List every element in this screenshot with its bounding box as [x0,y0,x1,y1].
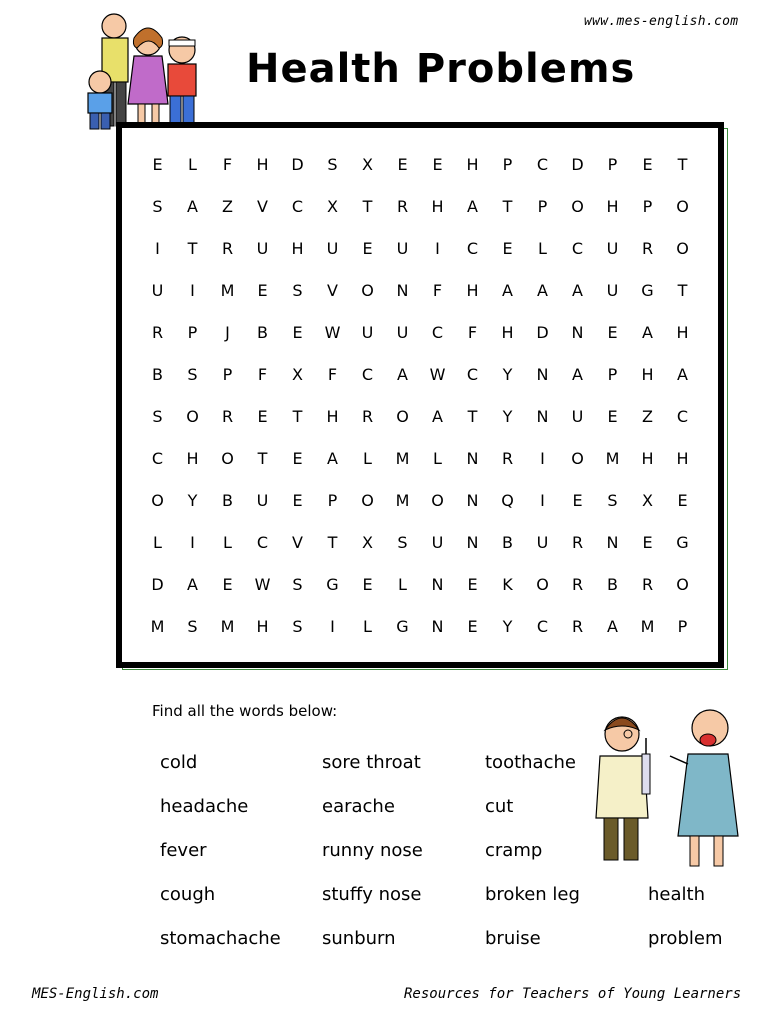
grid-row [140,563,700,605]
grid-letter: C [466,238,479,258]
grid-letter: R [501,448,514,468]
grid-letter: P [607,154,618,174]
grid-letter: T [327,532,338,552]
grid-letter: C [291,196,304,216]
grid-letter: R [221,238,234,258]
grid-letter: O [676,196,689,216]
grid-letter: H [186,448,199,468]
grid-letter: N [466,532,479,552]
grid-letter: I [155,238,160,258]
grid-letter: X [642,490,653,510]
grid-letter: D [571,154,584,174]
grid-row [140,521,700,563]
grid-letter: E [677,490,688,510]
grid-letter: F [467,322,478,342]
grid-letter: C [571,238,584,258]
grid-letter: N [396,280,409,300]
grid-letter: A [187,574,198,594]
grid-letter: S [152,406,163,426]
grid-letter: W [324,322,341,342]
grid-letter: O [151,490,164,510]
grid-letter: U [571,406,584,426]
grid-letter: Y [502,364,513,384]
grid-letter: I [435,238,440,258]
grid-letter: H [291,238,304,258]
grid-letter: C [361,364,374,384]
grid-letter: H [466,280,479,300]
page-title: Health Problems [246,46,636,92]
grid-letter: S [607,490,618,510]
grid-letter: S [292,280,303,300]
grid-letter: E [362,574,373,594]
grid-letter: I [190,280,195,300]
word-list-item: stomachache [160,928,281,949]
grid-letter: I [540,490,545,510]
grid-letter: X [362,532,373,552]
grid-letter: Z [222,196,233,216]
grid-letter: M [395,448,410,468]
grid-letter: U [431,532,444,552]
grid-letter: T [257,448,268,468]
grid-letter: E [607,322,618,342]
grid-letter: A [502,280,513,300]
grid-letter: N [466,448,479,468]
grid-letter: C [256,532,269,552]
grid-letter: L [363,616,372,636]
grid-letter: E [467,616,478,636]
grid-letter: P [327,490,338,510]
grid-letter: I [540,448,545,468]
grid-letter: S [397,532,408,552]
grid-letter: A [397,364,408,384]
grid-letter: N [606,532,619,552]
grid-letter: B [222,490,233,510]
grid-letter: O [571,196,584,216]
grid-row [140,479,700,521]
grid-letter: B [152,364,163,384]
grid-letter: J [225,322,230,342]
word-search-grid [140,143,700,647]
grid-row [140,143,700,185]
grid-letter: C [466,364,479,384]
grid-letter: A [432,406,443,426]
grid-letter: R [571,616,584,636]
grid-letter: V [257,196,268,216]
grid-letter: M [605,448,620,468]
grid-letter: E [257,280,268,300]
grid-letter: G [641,280,654,300]
grid-letter: T [502,196,513,216]
grid-letter: U [396,238,409,258]
grid-letter: L [153,532,162,552]
grid-row [140,227,700,269]
grid-letter: P [222,364,233,384]
grid-letter: M [150,616,165,636]
grid-letter: H [676,322,689,342]
grid-letter: H [676,448,689,468]
word-list-item: broken leg [485,884,580,905]
grid-letter: Y [502,406,513,426]
grid-letter: W [429,364,446,384]
grid-letter: U [536,532,549,552]
grid-letter: E [432,154,443,174]
family-cartoon-image [70,6,220,136]
grid-letter: P [502,154,513,174]
grid-letter: A [537,280,548,300]
grid-letter: T [292,406,303,426]
grid-letter: O [571,448,584,468]
grid-letter: E [257,406,268,426]
grid-letter: T [187,238,198,258]
grid-letter: P [677,616,688,636]
grid-letter: H [431,196,444,216]
grid-letter: P [642,196,653,216]
grid-letter: U [606,238,619,258]
grid-letter: D [291,154,304,174]
grid-letter: A [642,322,653,342]
grid-letter: Q [501,490,514,510]
grid-letter: N [431,616,444,636]
grid-letter: A [187,196,198,216]
grid-letter: K [502,574,513,594]
grid-letter: L [363,448,372,468]
grid-letter: A [467,196,478,216]
grid-letter: H [501,322,514,342]
grid-letter: L [398,574,407,594]
grid-letter: B [502,532,513,552]
grid-letter: X [292,364,303,384]
grid-letter: B [257,322,268,342]
grid-letter: R [151,322,164,342]
grid-letter: R [571,574,584,594]
grid-letter: N [466,490,479,510]
word-list-item: sore throat [322,752,421,773]
grid-letter: X [327,196,338,216]
grid-letter: M [220,616,235,636]
grid-letter: E [607,406,618,426]
grid-letter: E [222,574,233,594]
grid-letter: G [396,616,409,636]
grid-letter: H [606,196,619,216]
grid-letter: T [362,196,373,216]
grid-letter: V [292,532,303,552]
grid-letter: N [536,406,549,426]
grid-letter: U [606,280,619,300]
grid-row [140,269,700,311]
grid-letter: M [640,616,655,636]
word-list-item: earache [322,796,395,817]
doctor-patient-cartoon-image [572,694,752,874]
site-url[interactable]: www.mes-english.com [584,14,739,29]
grid-letter: O [536,574,549,594]
grid-letter: U [361,322,374,342]
grid-letter: A [327,448,338,468]
grid-letter: C [676,406,689,426]
grid-letter: E [642,532,653,552]
grid-letter: T [677,280,688,300]
grid-letter: A [607,616,618,636]
grid-letter: O [361,490,374,510]
word-list-item: fever [160,840,207,861]
grid-letter: E [572,490,583,510]
grid-letter: H [256,616,269,636]
grid-letter: R [221,406,234,426]
grid-letter: O [361,280,374,300]
grid-letter: R [641,574,654,594]
word-list-item: headache [160,796,249,817]
grid-letter: L [188,154,197,174]
word-list-item: cramp [485,840,543,861]
grid-letter: S [292,574,303,594]
grid-letter: L [433,448,442,468]
grid-letter: E [152,154,163,174]
grid-letter: L [223,532,232,552]
word-list-item: bruise [485,928,541,949]
grid-letter: A [572,280,583,300]
grid-letter: P [187,322,198,342]
word-list-item: cough [160,884,216,905]
grid-row [140,395,700,437]
grid-letter: N [536,364,549,384]
grid-letter: P [607,364,618,384]
grid-letter: E [292,448,303,468]
grid-letter: O [676,238,689,258]
grid-letter: O [431,490,444,510]
grid-letter: C [536,154,549,174]
grid-row [140,353,700,395]
grid-letter: W [254,574,271,594]
grid-letter: O [396,406,409,426]
word-list-item: sunburn [322,928,396,949]
grid-letter: S [187,616,198,636]
grid-letter: H [326,406,339,426]
grid-letter: S [187,364,198,384]
grid-letter: O [221,448,234,468]
grid-letter: D [151,574,164,594]
grid-letter: G [326,574,339,594]
grid-letter: F [222,154,233,174]
grid-letter: Y [187,490,198,510]
word-list-item: cold [160,752,198,773]
grid-letter: U [326,238,339,258]
word-list-item: stuffy nose [322,884,422,905]
grid-row [140,437,700,479]
grid-letter: S [292,616,303,636]
grid-letter: E [292,322,303,342]
grid-letter: F [257,364,268,384]
grid-letter: I [190,532,195,552]
grid-row [140,185,700,227]
grid-letter: Y [502,616,513,636]
grid-letter: C [536,616,549,636]
grid-letter: H [466,154,479,174]
grid-letter: N [571,322,584,342]
word-list-item: problem [648,928,723,949]
grid-letter: A [677,364,688,384]
grid-letter: O [676,574,689,594]
word-list-item: toothache [485,752,576,773]
grid-letter: I [330,616,335,636]
grid-letter: M [220,280,235,300]
grid-letter: E [502,238,513,258]
grid-letter: T [467,406,478,426]
grid-letter: R [571,532,584,552]
grid-letter: T [677,154,688,174]
grid-letter: N [431,574,444,594]
grid-letter: F [327,364,338,384]
grid-letter: R [396,196,409,216]
grid-letter: R [641,238,654,258]
grid-letter: H [641,448,654,468]
grid-letter: E [642,154,653,174]
grid-letter: U [151,280,164,300]
grid-letter: S [152,196,163,216]
grid-letter: X [362,154,373,174]
grid-letter: P [537,196,548,216]
grid-letter: E [292,490,303,510]
grid-letter: Z [642,406,653,426]
grid-letter: G [676,532,689,552]
grid-letter: E [362,238,373,258]
grid-letter: D [536,322,549,342]
grid-row [140,311,700,353]
word-list-item: runny nose [322,840,423,861]
word-list-item: health [648,884,705,905]
grid-letter: U [256,490,269,510]
grid-letter: U [396,322,409,342]
grid-letter: E [397,154,408,174]
grid-letter: F [432,280,443,300]
word-list-item: cut [485,796,514,817]
grid-letter: E [467,574,478,594]
footer-tagline: Resources for Teachers of Young Learners [404,986,742,1002]
grid-letter: C [431,322,444,342]
grid-letter: R [361,406,374,426]
grid-letter: V [327,280,338,300]
grid-letter: A [572,364,583,384]
grid-letter: C [151,448,164,468]
grid-row [140,605,700,647]
grid-letter: S [327,154,338,174]
grid-letter: H [641,364,654,384]
grid-letter: B [607,574,618,594]
grid-letter: O [186,406,199,426]
grid-letter: H [256,154,269,174]
grid-letter: L [538,238,547,258]
footer-site-name[interactable]: MES-English.com [32,986,159,1002]
grid-letter: U [256,238,269,258]
grid-letter: M [395,490,410,510]
instructions: Find all the words below: [152,702,338,720]
